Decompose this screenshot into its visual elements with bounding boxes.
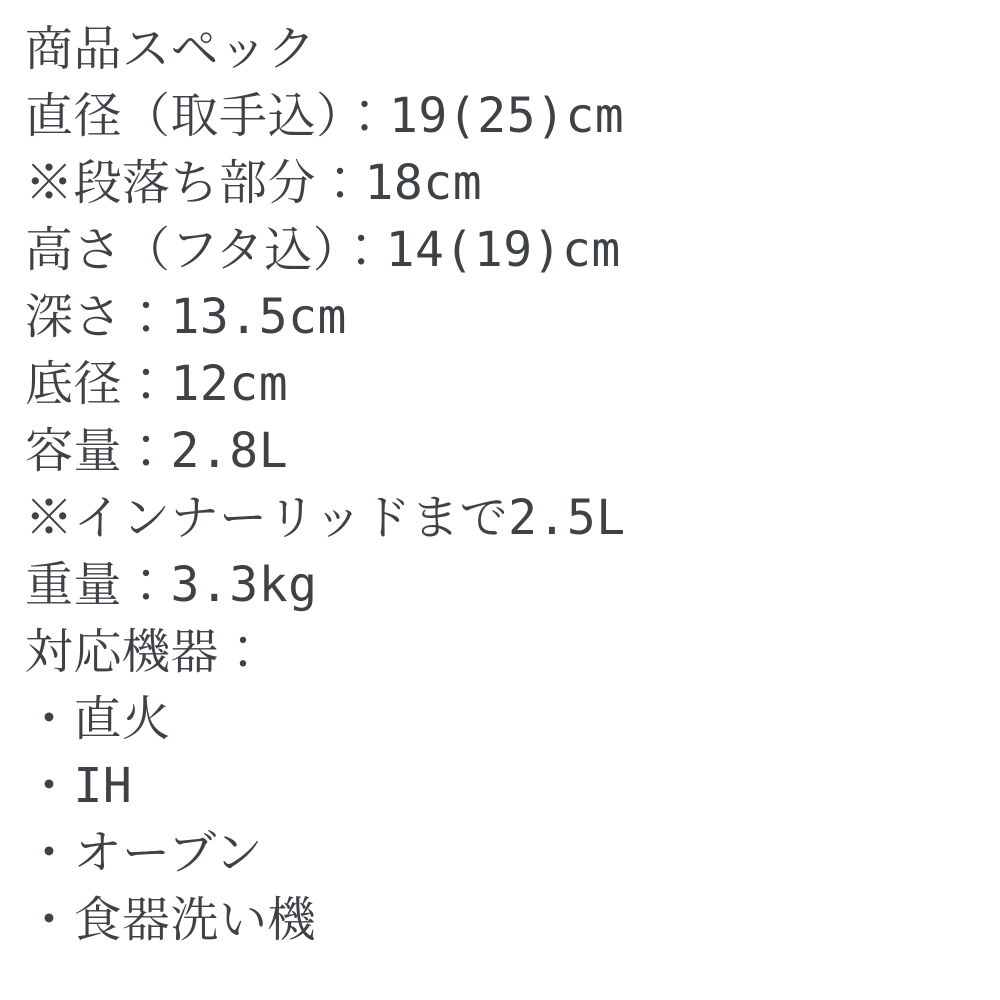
spec-capacity: 容量：2.8L — [25, 423, 289, 479]
compatible-item-open-flame: ・直火 — [25, 691, 171, 747]
spec-height: 高さ（フタ込）：14(19)cm — [25, 222, 621, 278]
spec-inner-lid-note: ※インナーリッドまで2.5L — [25, 490, 626, 546]
spec-base-diameter: 底径：12cm — [25, 356, 289, 412]
spec-diameter: 直径（取手込）：19(25)cm — [25, 88, 625, 144]
product-spec-heading: 商品スペック — [25, 21, 317, 77]
compatible-item-ih: ・IH — [25, 758, 133, 814]
spec-compatible-heading: 対応機器： — [25, 624, 268, 680]
compatible-item-dishwasher: ・食器洗い機 — [25, 892, 317, 948]
spec-depth: 深さ：13.5cm — [25, 289, 347, 345]
spec-step-diameter-note: ※段落ち部分：18cm — [25, 155, 483, 211]
compatible-item-oven: ・オーブン — [25, 825, 264, 881]
spec-weight: 重量：3.3kg — [25, 557, 318, 613]
